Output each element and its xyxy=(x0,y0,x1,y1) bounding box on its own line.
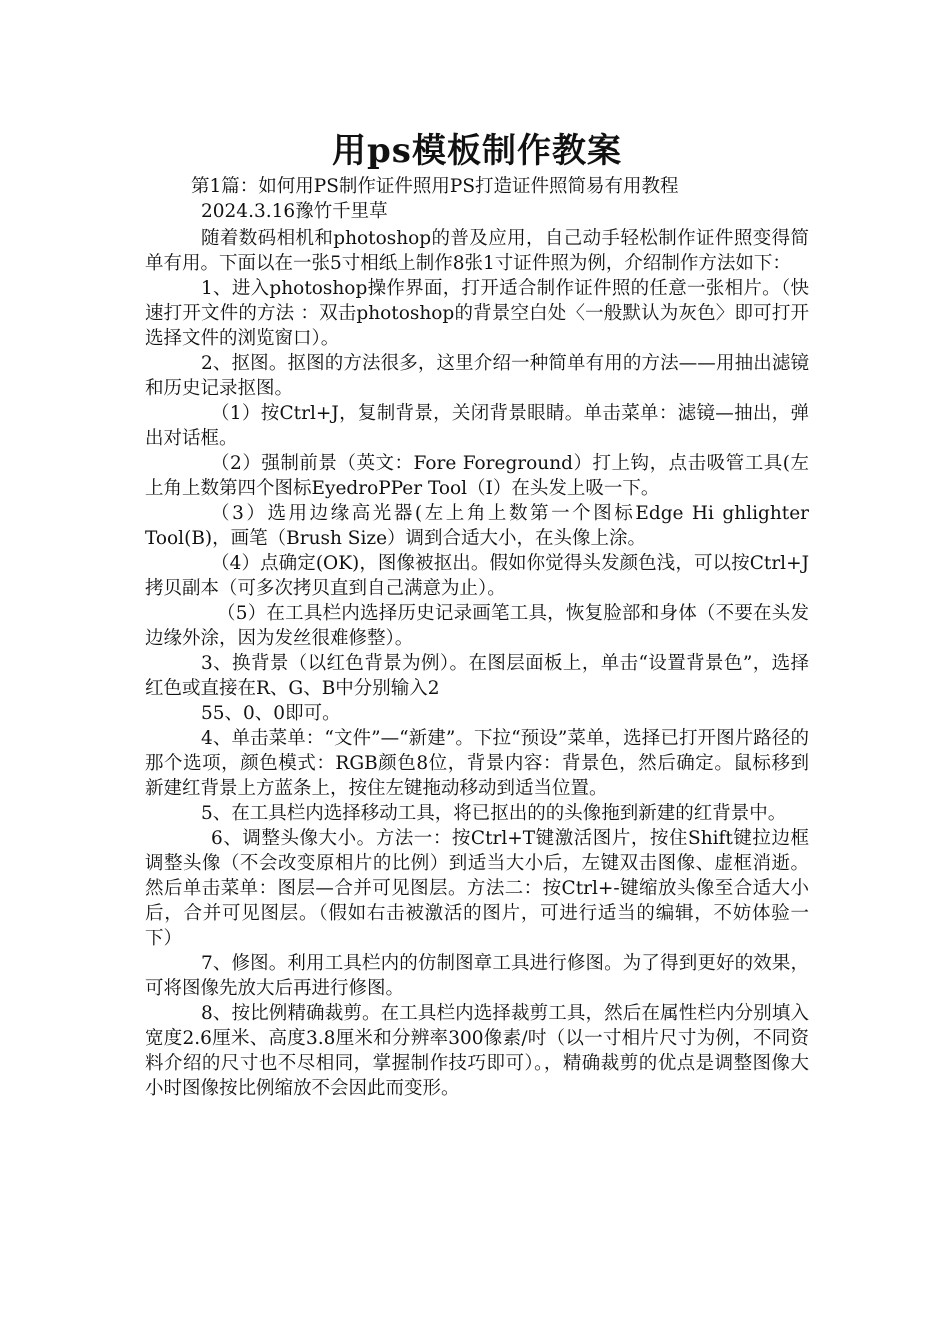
paragraph-step-4: 4、单击菜单：“文件”—“新建”。下拉“预设”菜单，选择已打开图片路径的那个选项，颜色模式：RGB颜色8位，背景内容：背景色，然后确定。鼠标移到新建红背景上方蓝条上，按住左键拖动移动到适当位置。 xyxy=(145,728,809,799)
date-author-line: 2024.3.16豫竹千里草 xyxy=(201,201,388,222)
paragraph-substep-2: （2）强制前景（英文：Fore Foreground）打上钩，点击吸管工具(左上角上数第四个图标EyedroPPer Tool（I）在头发上吸一下。 xyxy=(145,453,809,499)
paragraph-intro: 随着数码相机和photoshop的普及应用，自己动手轻松制作证件照变得简单有用。下面以在一张5寸相纸上制作8张1寸证件照为例，介绍制作方法如下： xyxy=(145,228,809,274)
document-page xyxy=(145,128,809,1101)
paragraph-step-1: 1、进入photoshop操作界面，打开适合制作证件照的任意一张相片。（快速打开文件的方法 ：双击photoshop的背景空白处〈一般默认为灰色〉即可打开选择文件的浏览窗口）。 xyxy=(145,278,809,349)
paragraph-substep-3: （3）选用边缘高光器(左上角上数第一个图标Edge Hi ghlighter Tool(B)，画笔（Brush Size）调到合适大小，在头像上涂。 xyxy=(145,503,809,549)
paragraph-step-2: 2、抠图。抠图的方法很多，这里介绍一种简单有用的方法——用抽出滤镜和历史记录抠图。 xyxy=(145,353,809,399)
paragraph-step-6: 6、调整头像大小。方法一：按Ctrl+T键激活图片，按住Shift键拉边框调整头像（不会改变原相片的比例）到适当大小后，左键双击图像、虚框消逝。然后单击菜单：图层—合并可见图层。方法二：按Ctrl+-键缩放头像至合适大小后，合并可见图层。（假如右击被激活的图片，可进行适当的编辑，不妨体验一下） xyxy=(145,828,809,949)
paragraph-substep-5: （5）在工具栏内选择历史记录画笔工具，恢复脸部和身体（不要在头发边缘外涂，因为发丝很难修整）。 xyxy=(145,603,809,649)
paragraph-substep-4: （4）点确定(OK)，图像被抠出。假如你觉得头发颜色浅，可以按Ctrl+J拷贝副本（可多次拷贝直到自己满意为止）。 xyxy=(145,553,809,599)
paragraph-step-5: 5、在工具栏内选择移动工具，将已抠出的的头像拖到新建的红背景中。 xyxy=(201,803,787,824)
paragraph-substep-1: （1）按Ctrl+J，复制背景，关闭背景眼睛。单击菜单：滤镜—抽出，弹出对话框。 xyxy=(145,403,809,449)
paragraph-step-3: 3、换背景（以红色背景为例）。在图层面板上，单击“设置背景色”，选择红色或直接在R、G、B中分别输入2 xyxy=(145,653,809,699)
document-subtitle: 第1篇：如何用PS制作证件照用PS打造证件照简易有用教程 xyxy=(191,176,679,197)
document-title: 用ps模板制作教案 xyxy=(332,131,622,171)
paragraph-step-8: 8、按比例精确裁剪。在工具栏内选择裁剪工具，然后在属性栏内分别填入宽度2.6厘米、高度3.8厘米和分辨率300像素/吋（以一寸相片尺寸为例，不同资料介绍的尺寸也不尽相同，掌握制作技巧即可）。，精确裁剪的优点是调整图像大小时图像按比例缩放不会因此而变形。 xyxy=(145,1003,809,1099)
paragraph-step-7: 7、修图。利用工具栏内的仿制图章工具进行修图。为了得到更好的效果，可将图像先放大后再进行修图。 xyxy=(145,953,809,999)
paragraph-step-3-cont: 55、0、0即可。 xyxy=(201,703,341,724)
